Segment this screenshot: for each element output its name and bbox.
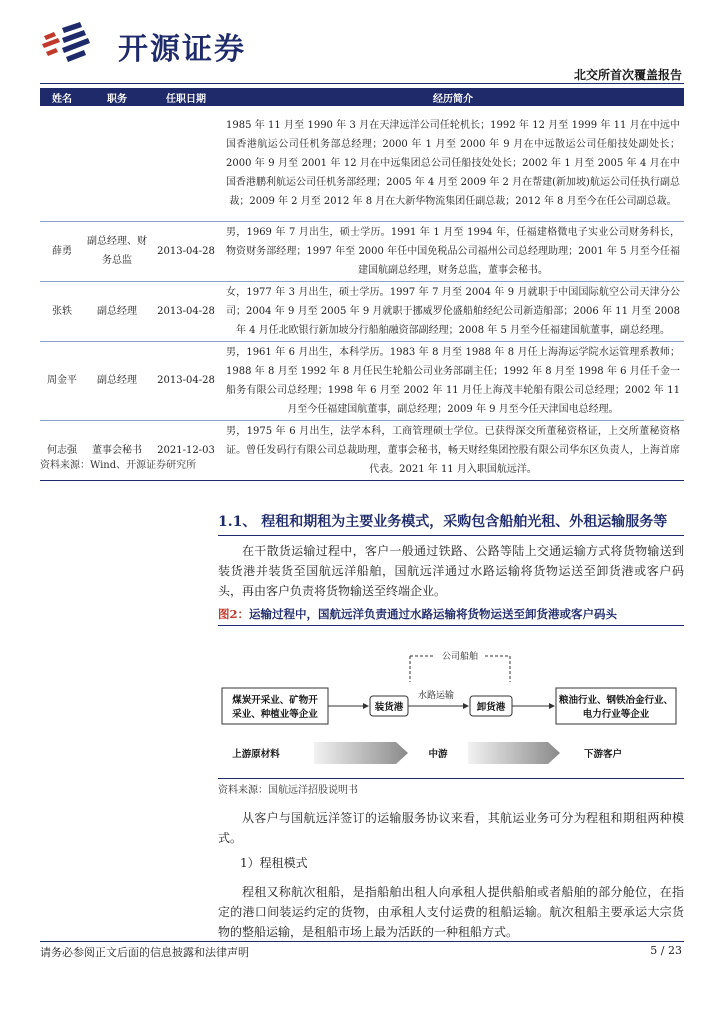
cell-name: 何志强 bbox=[40, 420, 84, 480]
table-source: 资料来源：Wind、开源证券研究所 bbox=[40, 460, 197, 471]
cell-name: 周金平 bbox=[40, 341, 84, 420]
transport-flow-diagram bbox=[218, 632, 684, 772]
upstream-box-text: 煤炭开采业、矿物开 bbox=[232, 695, 318, 706]
cell-bio: 男，1969 年 7 月出生，硕士学历。1991 年 1 月至 1994 年，任福建格微电子实业公司财务科长，物资财务部经理；1997 年至 2000 年任中国免税品公司福州公司总经理助理；2001 年 5 月至今任福建国航副总经理，财务总监，董事会秘书。 bbox=[222, 221, 684, 281]
cell-name bbox=[40, 106, 84, 221]
table-row bbox=[40, 106, 684, 221]
col-header-name: 姓名 bbox=[40, 88, 84, 106]
footer-disclaimer: 请务必参阅正文后面的信息披露和法律声明 bbox=[40, 946, 249, 959]
figure-title bbox=[218, 606, 684, 626]
cell-date bbox=[150, 106, 222, 221]
table-row bbox=[40, 420, 684, 480]
cell-bio: 男，1961 年 6 月出生，本科学历。1983 年 8 月至 1988 年 8 月任上海海运学院水运管理系教师；1988 年 8 月至 1992 年 8 月任民生轮船公司业务部副主任；1992 年 8 月至 1998 年 6 月任千金一船务有限公司总经理；1998 年 6 月至 2002 年 11 月任上海茂丰轮船有限公司总经理；2002 年 11 月至今任福建国航董事，副总经理；2009 年 9 月至今任天津国电总经理。 bbox=[222, 341, 684, 420]
table-header-row bbox=[40, 88, 684, 106]
footer-divider bbox=[40, 941, 684, 942]
cell-title bbox=[84, 106, 150, 221]
cell-title: 副总经理、财务总监 bbox=[84, 221, 150, 281]
table-row bbox=[40, 341, 684, 420]
paragraph-modes: 从客户与国航远洋签订的运输服务协议来看，其航运业务可分为程租和期租两种模式。 bbox=[218, 811, 684, 845]
stage-arrow-upstream bbox=[314, 742, 408, 764]
table-row bbox=[40, 221, 684, 281]
paragraph-intro: 在干散货运输过程中，客户一般通过铁路、公路等陆上交通运输方式将货物输送到装货港并装货至国航远洋船舶，国航远洋通过水路运输将货物运送至卸货港或客户码头，再由客户负责将货物输送至终端企业。 bbox=[218, 544, 684, 598]
cell-name: 张轶 bbox=[40, 281, 84, 341]
subheading-voyage-charter: 1）程租模式 bbox=[240, 856, 308, 870]
page-number: 5 / 23 bbox=[650, 944, 682, 957]
company-ship-label: 公司船舶 bbox=[441, 652, 479, 662]
management-table bbox=[40, 88, 684, 481]
col-header-date: 任职日期 bbox=[150, 88, 222, 106]
cell-title: 副总经理 bbox=[84, 341, 150, 420]
brand-name: 开源证券 bbox=[118, 32, 246, 67]
brand-logo-icon bbox=[40, 22, 112, 62]
cell-title: 董事会秘书 bbox=[84, 420, 150, 480]
section-divider bbox=[218, 535, 684, 536]
cell-bio: 1985 年 11 月至 1990 年 3 月在天津远洋公司任轮机长；1992 年 12 月至 1999 年 11 月在中远中国香港航运公司任机务部总经理；2000 年 1 月至 2000 年 9 月在中远散运公司任船技处副处长；2000 年 9 月至 2001 年 12 月在中远集团总公司任船技处处长；2002 年 1 月至 2005 年 4 月在中国香港鹏利航运公司任机务部经理；2005 年 4 月至 2009 年 2 月在帮建(新加坡)航运公司任执行副总裁；2009 年 2 月至 2012 年 8 月在大新华物流集团任副总裁；2012 年 8 月至今在任公司副总裁。 bbox=[222, 106, 684, 221]
figure-source: 资料来源：国航远洋招股说明书 bbox=[218, 785, 358, 796]
figure-number: 图2： bbox=[218, 607, 250, 621]
figure-divider bbox=[218, 778, 684, 779]
downstream-stage-label: 下游客户 bbox=[583, 749, 623, 760]
cell-bio: 男，1975 年 6 月出生，法学本科，工商管理硕士学位。已获得深交所董秘资格证，上交所董秘资格证。曾任发码行有限公司总裁助理，董事会秘书，畅天财经集团控股有限公司华东区负责人，上海首席代表。2021 年 11 月入职国航远洋。 bbox=[222, 420, 684, 480]
unload-port-label: 卸货港 bbox=[476, 702, 506, 713]
cell-date: 2013-04-28 bbox=[150, 221, 222, 281]
figure-caption: 运输过程中，国航远洋负责通过水路运输将货物运送至卸货港或客户码头 bbox=[249, 607, 618, 621]
cell-date: 2013-04-28 bbox=[150, 341, 222, 420]
table-row bbox=[40, 281, 684, 341]
header-divider bbox=[40, 83, 684, 84]
section-title: 1.1、 程租和期租为主要业务模式，采购包含船舶光租、外租运输服务等 bbox=[218, 514, 668, 530]
downstream-box-text: 粮油行业、钢铁冶金行业、 bbox=[558, 695, 674, 706]
report-type: 北交所首次覆盖报告 bbox=[573, 68, 682, 82]
paragraph-voyage-charter: 程租又称航次租船，是指船舶出租人向承租人提供船舶或者船舶的部分舱位，在指定的港口间装运约定的货物，由承租人支付运费的租船运输。航次租船主要承运大宗货物的整船运输，是租船市场上最为活跃的一种租船方式。 bbox=[218, 885, 684, 939]
midstream-stage-label: 中游 bbox=[428, 749, 448, 760]
upstream-stage-label: 上游原材料 bbox=[232, 749, 280, 760]
cell-title: 副总经理 bbox=[84, 281, 150, 341]
cell-bio: 女，1977 年 3 月出生，硕士学历。1997 年 7 月至 2004 年 9 月就职于中国国际航空公司天津分公司；2004 年 9 月至 2005 年 9 月就职于挪威罗伦盛船舶经纪公司新造船部；2006 年 11 月至 2008 年 4 月任北欧银行新加坡分行船舶融资部副经理；2008 年 5 月至今任福建国航董事，副总经理。 bbox=[222, 281, 684, 341]
cell-date: 2013-04-28 bbox=[150, 281, 222, 341]
upstream-box-text: 采业、种植业等企业 bbox=[232, 709, 318, 720]
downstream-box-text: 电力行业等企业 bbox=[582, 709, 650, 720]
cell-name: 薛勇 bbox=[40, 221, 84, 281]
stage-arrow-downstream bbox=[468, 742, 560, 764]
col-header-bio: 经历简介 bbox=[222, 88, 684, 106]
load-port-label: 装货港 bbox=[374, 702, 404, 713]
cell-date: 2021-12-03 bbox=[150, 420, 222, 480]
col-header-title: 职务 bbox=[84, 88, 150, 106]
water-transport-label: 水路运输 bbox=[417, 691, 455, 701]
